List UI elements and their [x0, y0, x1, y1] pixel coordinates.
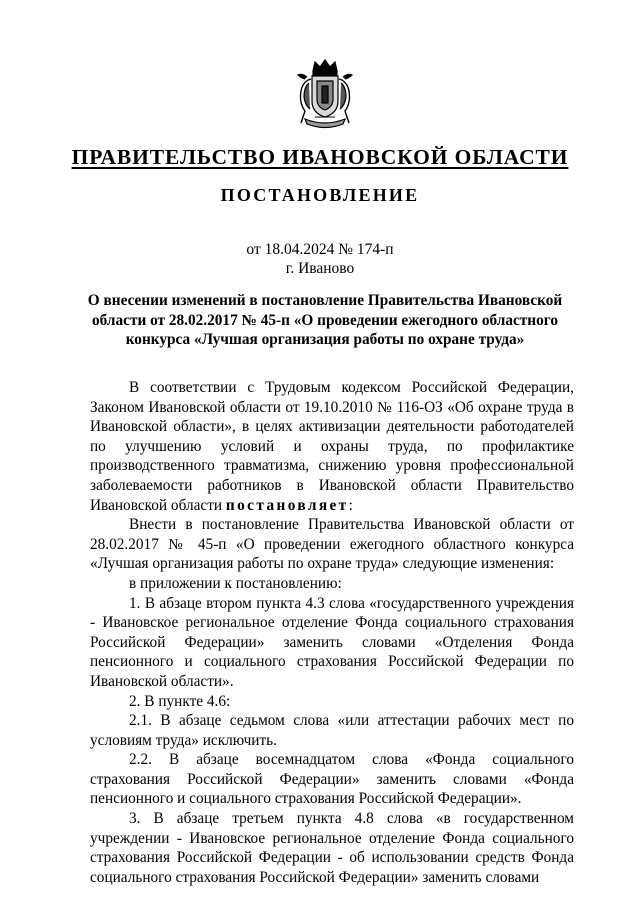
date-number: от 18.04.2024 № 174-п	[246, 241, 394, 258]
coat-of-arms-icon	[293, 57, 357, 129]
document-type: ПОСТАНОВЛЕНИЕ	[220, 185, 420, 205]
body-paragraph: в приложении к постановлению:	[129, 574, 342, 592]
document-body	[90, 378, 574, 887]
preamble-paragraph: В соответствии с Трудовым кодексом Российской Федерации, Законом Ивановской области от 19.10.2010 № 116-ОЗ «Об охране труда в Ивановской области», в целях активизации деятельности работодателей по улучшению условий и охраны труда, по профилактике производственного травматизма, снижению уровня профессиональной заболеваемости работников в Ивановской области Правительство Ивановской области постановляет:	[90, 379, 574, 514]
body-paragraph: 3. В абзаце третьем пункта 4.8 слова «в государственном учреждении - Ивановское региональное отделение Фонда социального страхования Российской Федерации - об использовании средств Фонда социального страхования Российской Федерации» заменить словами	[90, 810, 574, 886]
body-paragraph: 2.1. В абзаце седьмом слова «или аттестации рабочих мест по условиям труда» исключить.	[90, 712, 574, 749]
city: г. Иваново	[285, 260, 355, 277]
body-paragraph: 2.2. В абзаце восемнадцатом слова «Фонда социального страхования Российской Федерации» заменить словами «Фонда пенсионного и социального страхования Российской Федерации».	[90, 751, 574, 808]
document-title: О внесении изменений в постановление Правительства Ивановской области от 28.02.2017 № 45-п «О проведении ежегодного областного конкурса «Лучшая организация работы по охране труда»	[87, 292, 563, 349]
government-title: ПРАВИТЕЛЬСТВО ИВАНОВСКОЙ ОБЛАСТИ	[71, 145, 569, 169]
keyword-postanovlyaet: постановляет	[225, 496, 349, 514]
body-paragraph: Внести в постановление Правительства Ивановской области от 28.02.2017 № 45-п «О проведении ежегодного областного конкурса «Лучшая организация работы по охране труда» следующие изменения:	[90, 516, 574, 573]
body-paragraph: 2. В пункте 4.6:	[129, 692, 231, 710]
body-paragraph: 1. В абзаце втором пункта 4.3 слова «государственного учреждения - Ивановское региональное отделение Фонда социального страхования Российской Федерации» заменить словами «Отделения Фонда пенсионного и социального страхования Российской Федерации по Ивановской области».	[90, 594, 574, 690]
